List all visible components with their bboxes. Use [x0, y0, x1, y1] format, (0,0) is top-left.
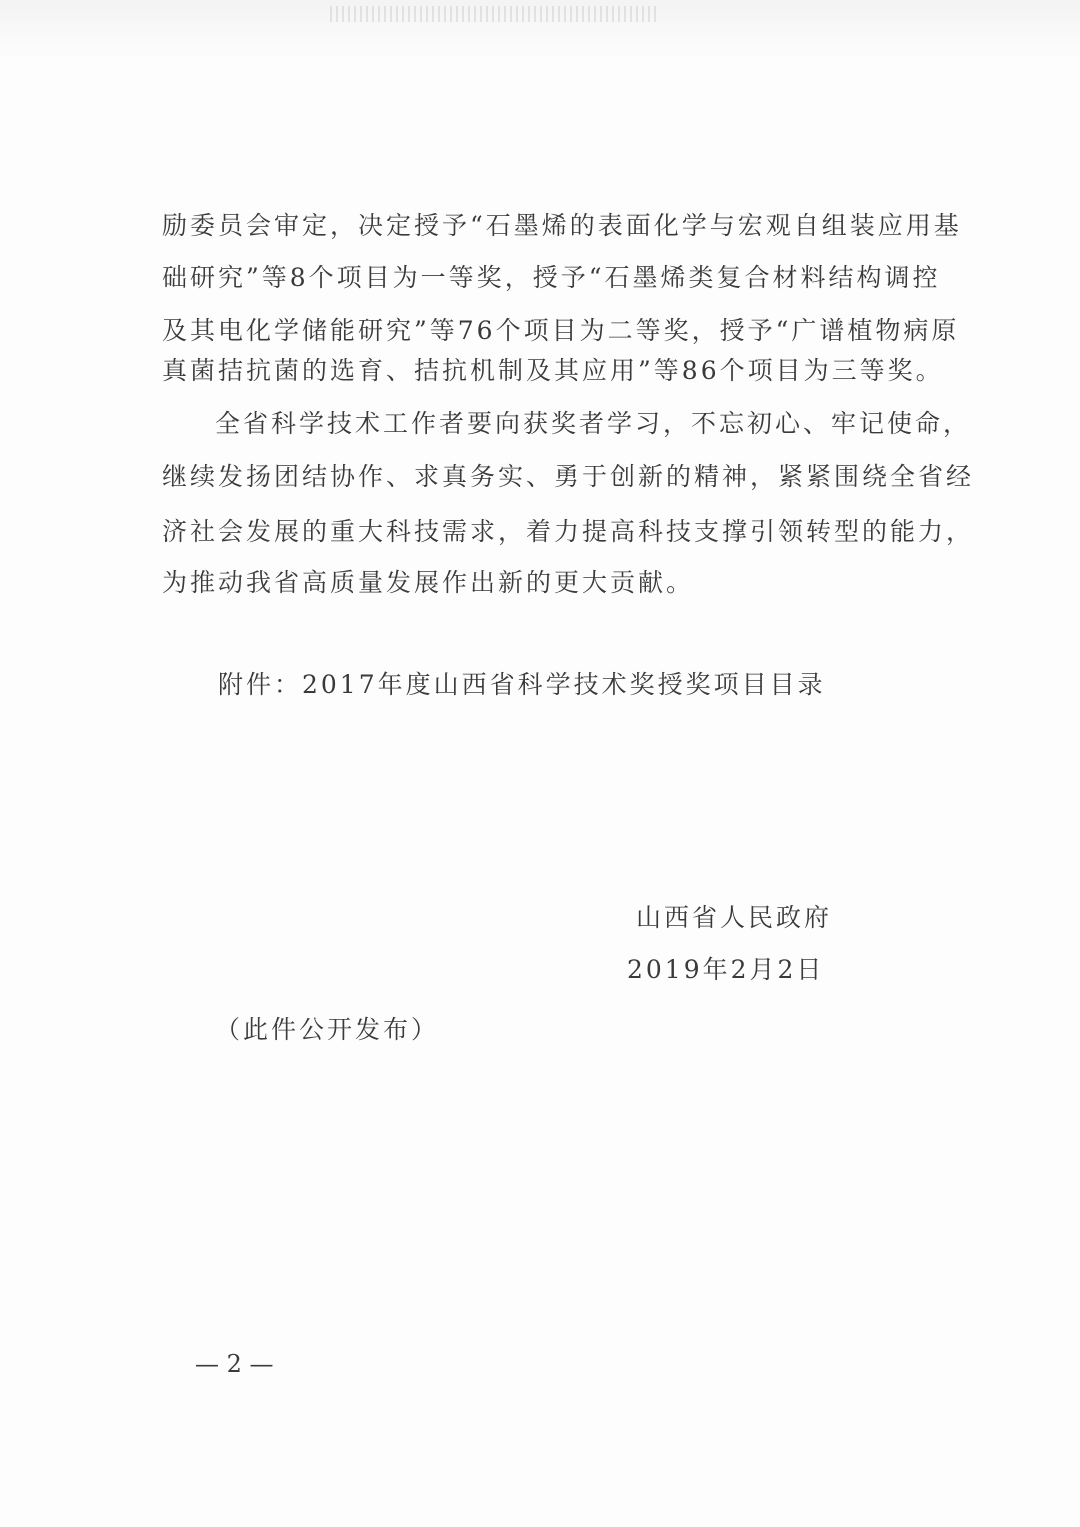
paragraph-1-line-1: 励委员会审定，决定授予“石墨烯的表面化学与宏观自组装应用基 — [162, 211, 962, 240]
paragraph-2-line-1: 全省科学技术工作者要向获奖者学习，不忘初心、牢记使命， — [215, 409, 972, 438]
scan-bleed-through-marks — [330, 6, 660, 22]
paragraph-2-line-4: 为推动我省高质量发展作出新的更大贡献。 — [162, 568, 695, 597]
paragraph-2-line-2: 继续发扬团结协作、求真务实、勇于创新的精神，紧紧围绕全省经 — [162, 462, 975, 491]
attachment-reference: 附件：2017年度山西省科学技术奖授奖项目目录 — [218, 670, 826, 699]
page-number: — 2 — — [195, 1350, 274, 1378]
issue-date: 2019年2月2日 — [627, 955, 825, 984]
paragraph-2-line-3: 济社会发展的重大科技需求，着力提高科技支撑引领转型的能力， — [162, 517, 975, 546]
paragraph-1-line-2: 础研究”等8个项目为一等奖，授予“石墨烯类复合材料结构调控 — [162, 263, 941, 292]
public-release-note: （此件公开发布） — [215, 1015, 440, 1044]
paragraph-1-line-3: 及其电化学储能研究”等76个项目为二等奖，授予“广谱植物病原 — [162, 316, 960, 345]
issuer-name: 山西省人民政府 — [636, 903, 833, 932]
paragraph-1-line-4: 真菌拮抗菌的选育、拮抗机制及其应用”等86个项目为三等奖。 — [162, 356, 944, 385]
